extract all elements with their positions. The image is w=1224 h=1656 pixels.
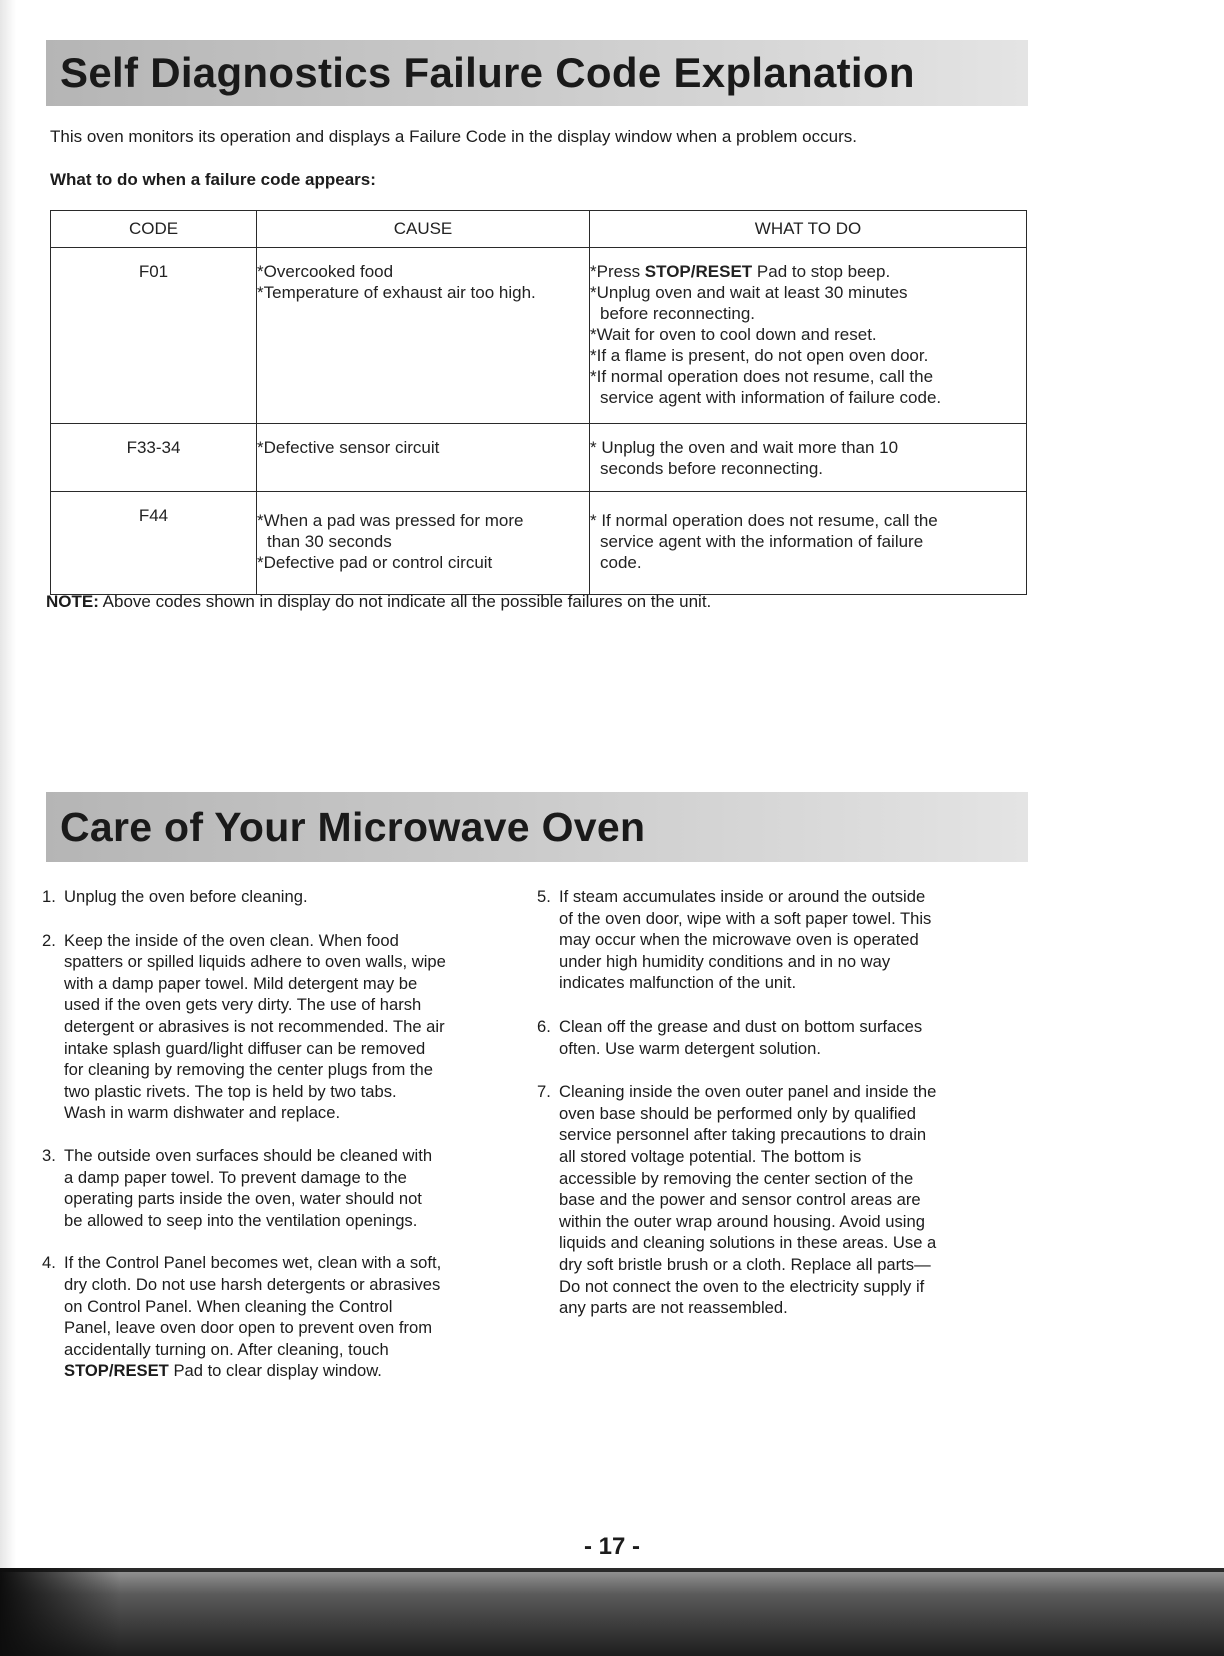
item-line: Do not connect the oven to the electricity supply if xyxy=(559,1276,925,1296)
item-number: 6. xyxy=(537,1016,551,1036)
item-line: be allowed to seep into the ventilation openings. xyxy=(64,1210,418,1230)
list-item xyxy=(537,1016,1027,1059)
what-to-do-cell xyxy=(590,248,1027,424)
item-line: may occur when the microwave oven is operated xyxy=(559,930,919,950)
header-what-to-do: WHAT TO DO xyxy=(590,211,1027,248)
item-number: 7. xyxy=(537,1082,551,1102)
cause-line: *Overcooked food xyxy=(257,262,394,281)
item-line: Cleaning inside the oven outer panel and inside the xyxy=(559,1082,937,1102)
list-item xyxy=(42,930,522,1124)
item-line: base and the power and sensor control areas are xyxy=(559,1190,921,1210)
table-row xyxy=(51,492,1027,595)
list-item xyxy=(42,1252,522,1382)
stop-reset-keyword: STOP/RESET xyxy=(64,1361,169,1381)
item-line: intake splash guard/light diffuser can be removed xyxy=(64,1038,426,1058)
what-line: service agent with the information of failure xyxy=(600,532,924,551)
note-label: NOTE: xyxy=(46,592,99,611)
item-line: a damp paper towel. To prevent damage to the xyxy=(64,1167,407,1187)
what-line: *If a flame is present, do not open oven door. xyxy=(590,346,929,365)
item-line: within the outer wrap around housing. Avoid using xyxy=(559,1211,925,1231)
what-text: Pad to stop beep. xyxy=(752,262,891,281)
table-header-row xyxy=(51,211,1027,248)
item-number: 3. xyxy=(42,1145,56,1165)
item-text xyxy=(64,1252,522,1382)
code-cell: F01 xyxy=(51,248,257,424)
care-list-right xyxy=(537,886,1027,1340)
item-line: on Control Panel. When cleaning the Control xyxy=(64,1296,393,1316)
item-line: of the oven door, wipe with a soft paper towel. This xyxy=(559,908,932,928)
code-cell: F33-34 xyxy=(51,424,257,492)
cause-line: *Temperature of exhaust air too high. xyxy=(257,283,536,302)
what-line: code. xyxy=(600,553,642,572)
item-line: for cleaning by removing the center plugs from the xyxy=(64,1060,433,1080)
scan-corner-shadow xyxy=(0,1568,120,1656)
cause-line: *Defective sensor circuit xyxy=(257,438,440,457)
list-item xyxy=(537,886,1027,994)
item-line xyxy=(64,1360,522,1382)
item-line: under high humidity conditions and in no way xyxy=(559,951,891,971)
cause-line: *Defective pad or control circuit xyxy=(257,553,493,572)
what-to-do-cell xyxy=(590,424,1027,492)
item-line: operating parts inside the oven, water should not xyxy=(64,1189,422,1209)
item-line: accidentally turning on. After cleaning, touch xyxy=(64,1339,389,1359)
item-line: Wash in warm dishwater and replace. xyxy=(64,1103,341,1123)
item-text xyxy=(64,886,522,908)
table-row xyxy=(51,248,1027,424)
item-line: service personnel after taking precautions to drain xyxy=(559,1125,927,1145)
what-line: *Wait for oven to cool down and reset. xyxy=(590,325,877,344)
item-line: accessible by removing the center section of the xyxy=(559,1168,914,1188)
list-item xyxy=(42,886,522,908)
item-line: Unplug the oven before cleaning. xyxy=(64,887,308,906)
item-line: oven base should be performed only by qualified xyxy=(559,1103,917,1123)
what-line: * If normal operation does not resume, call the xyxy=(590,511,938,530)
what-line: *If normal operation does not resume, call the xyxy=(590,367,934,386)
failure-code-table xyxy=(50,210,1027,595)
item-line-text: Pad to clear display window. xyxy=(168,1361,382,1381)
item-line: indicates malfunction of the unit. xyxy=(559,973,797,993)
what-line: before reconnecting. xyxy=(600,304,755,323)
section-banner-diagnostics xyxy=(46,40,1028,106)
what-line: service agent with information of failure code. xyxy=(600,388,942,407)
table-subheading: What to do when a failure code appears: xyxy=(50,170,376,189)
item-text xyxy=(559,1016,1027,1059)
item-text xyxy=(64,1145,522,1231)
page-edge-shading xyxy=(0,0,16,1656)
what-line xyxy=(590,261,1026,282)
what-line: seconds before reconnecting. xyxy=(600,459,824,478)
section-title-diagnostics: Self Diagnostics Failure Code Explanation xyxy=(60,49,915,96)
item-text xyxy=(559,886,1027,994)
cause-cell xyxy=(257,248,590,424)
item-line: two plastic rivets. The top is held by two tabs. xyxy=(64,1081,397,1101)
what-line: *Unplug oven and wait at least 30 minutes xyxy=(590,283,908,302)
item-line: all stored voltage potential. The bottom is xyxy=(559,1146,862,1166)
item-line: Panel, leave oven door open to prevent oven from xyxy=(64,1318,433,1338)
scan-bottom-shadow xyxy=(0,1568,1224,1656)
item-line: dry cloth. Do not use harsh detergents or abrasives xyxy=(64,1274,441,1294)
cause-cell xyxy=(257,492,590,595)
item-number: 4. xyxy=(42,1253,56,1273)
item-text xyxy=(64,930,522,1124)
item-line: any parts are not reassembled. xyxy=(559,1298,788,1318)
item-number: 2. xyxy=(42,930,56,950)
item-line: often. Use warm detergent solution. xyxy=(559,1038,821,1058)
item-number: 5. xyxy=(537,887,551,906)
page-number: - 17 - xyxy=(583,1533,640,1560)
item-line: Keep the inside of the oven clean. When food xyxy=(64,930,399,950)
cause-cell xyxy=(257,424,590,492)
section-title-care: Care of Your Microwave Oven xyxy=(60,803,646,850)
care-list-left xyxy=(42,886,522,1403)
table-row xyxy=(51,424,1027,492)
item-number: 1. xyxy=(42,887,56,906)
item-line: used if the oven gets very dirty. The use of harsh xyxy=(64,995,422,1015)
note-text: Above codes shown in display do not indicate all the possible failures on the unit. xyxy=(98,592,712,611)
item-line: spatters or spilled liquids adhere to oven walls, wipe xyxy=(64,952,446,972)
header-cause: CAUSE xyxy=(257,211,590,248)
intro-paragraph: This oven monitors its operation and displays a Failure Code in the display window when a problem occurs. xyxy=(50,127,857,146)
item-line: If steam accumulates inside or around the outside xyxy=(559,887,926,906)
item-line: detergent or abrasives is not recommended. The air xyxy=(64,1016,445,1036)
code-cell: F44 xyxy=(51,492,257,595)
note-paragraph xyxy=(46,592,711,612)
item-line: dry soft bristle brush or a cloth. Replace all parts— xyxy=(559,1254,931,1274)
list-item xyxy=(537,1081,1027,1319)
what-to-do-cell xyxy=(590,492,1027,595)
item-line: The outside oven surfaces should be cleaned with xyxy=(64,1145,433,1165)
item-text xyxy=(559,1081,1027,1319)
item-line: with a damp paper towel. Mild detergent may be xyxy=(64,973,418,993)
item-line: If the Control Panel becomes wet, clean with a soft, xyxy=(64,1253,442,1273)
what-text: *Press xyxy=(590,262,645,281)
header-code: CODE xyxy=(51,211,257,248)
cause-line: *When a pad was pressed for more xyxy=(257,511,524,530)
item-line: liquids and cleaning solutions in these areas. Use a xyxy=(559,1233,937,1253)
what-line: * Unplug the oven and wait more than 10 xyxy=(590,438,899,457)
section-banner-care xyxy=(46,792,1028,862)
item-line: Clean off the grease and dust on bottom surfaces xyxy=(559,1016,923,1036)
list-item xyxy=(42,1145,522,1231)
stop-reset-keyword: STOP/RESET xyxy=(644,262,753,281)
cause-line: than 30 seconds xyxy=(267,532,392,551)
